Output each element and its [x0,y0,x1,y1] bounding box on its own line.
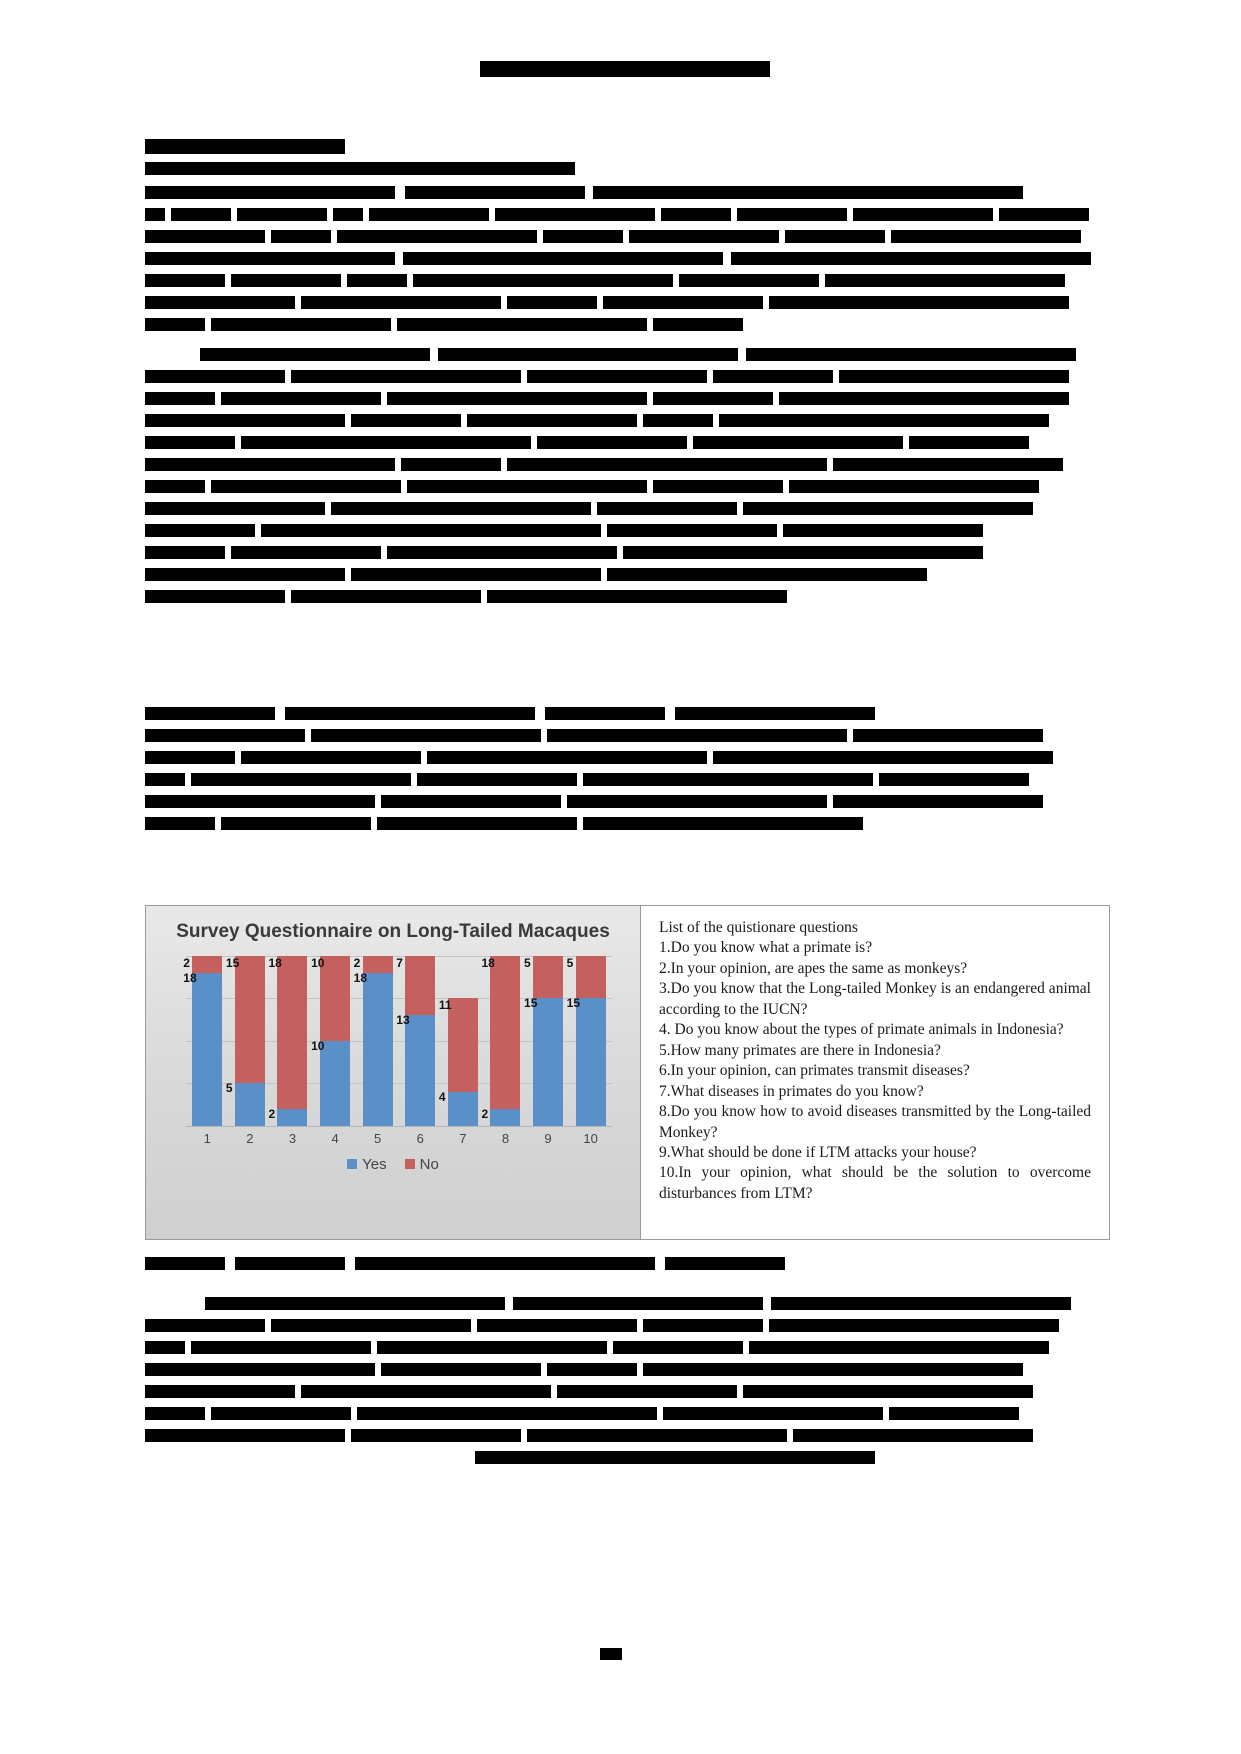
chart-segment-yes: 18 [363,973,393,1126]
chart-legend [156,1156,630,1173]
questionnaire-item: 8.Do you know how to avoid diseases transmitted by the Long-tailed Monkey? [659,1103,1091,1141]
legend-swatch-yes [347,1159,357,1169]
chart-bar-column [481,955,520,1126]
questionnaire-item: 2.In your opinion, are apes the same as monkeys? [659,959,968,977]
chart-segment-yes: 10 [320,1041,350,1126]
chart-segment-no: 18 [490,956,520,1109]
legend-item-no [405,1156,439,1173]
chart-segment-yes: 2 [277,1109,307,1126]
questionnaire-item: 7.What diseases in primates do you know? [659,1082,924,1100]
legend-swatch-no [405,1159,415,1169]
chart-segment-yes: 2 [490,1109,520,1126]
chart-segment-no: 2 [192,956,222,973]
chart-x-label: 8 [501,1130,510,1146]
questionnaire-item: 10.In your opinion, what should be the solution to overcome disturbances from LTM? [659,1164,1091,1202]
questionnaire-items [659,938,1091,1204]
chart-x-label: 6 [416,1130,424,1146]
chart-x-axis-labels [186,1131,612,1146]
paragraph-block-3 [145,700,1105,832]
chart-segment-no: 10 [320,956,350,1041]
legend-label-no: No [419,1155,439,1173]
chart-bars [183,955,612,1126]
figure-caption [145,1250,785,1272]
chart-segment-yes: 15 [533,998,563,1126]
paragraph-block-2 [145,341,1105,605]
chart-segment-yes: 4 [448,1092,478,1126]
questionnaire-item: 5.How many primates are there in Indonesia? [659,1041,941,1059]
chart-x-label: 7 [459,1130,467,1146]
section-survey [145,700,1105,832]
section-discussion [145,1290,1105,1466]
chart-bar-column [524,955,563,1126]
chart-title: Survey Questionnaire on Long-Tailed Macaques [176,921,610,942]
chart-segment-yes: 5 [235,1083,265,1126]
chart-bar-column [268,955,307,1126]
questionnaire-heading: List of the quistionare questions [659,919,858,936]
chart-x-label: 3 [288,1130,297,1146]
page-title [480,60,770,78]
page-number [600,1645,622,1663]
chart-x-label: 5 [374,1130,382,1146]
questionnaire-list [641,906,1109,1239]
chart-segment-no: 11 [448,998,478,1092]
chart-plot-area [183,955,612,1127]
section-heading-1 [145,135,1105,157]
chart-x-label: 1 [203,1130,211,1146]
chart-bar-column [438,956,478,1126]
legend-label-yes: Yes [362,1155,387,1173]
questionnaire-item: 9.What should be done if LTM attacks your house? [659,1143,977,1161]
chart-segment-yes: 15 [576,998,606,1126]
chart-bar-column [566,955,606,1126]
chart-segment-no: 7 [405,956,435,1016]
chart-segment-no: 5 [533,956,563,999]
chart-segment-no: 2 [363,956,393,973]
chart-bar-column [353,955,393,1126]
chart-bar-column [183,955,222,1126]
questionnaire-item: 4. Do you know about the types of primate animals in Indonesia? [659,1021,1064,1039]
chart-bar-column [311,955,350,1126]
chart-segment-no: 18 [277,956,307,1109]
paragraph-block-1 [145,157,1105,333]
legend-item-yes [347,1156,386,1173]
chart-bar-column [396,955,435,1126]
questionnaire-item: 3.Do you know that the Long-tailed Monkey is an endangered animal according to the IUCN? [659,980,1091,1018]
paragraph-block-4 [145,1290,1105,1466]
chart-segment-yes: 13 [405,1015,435,1126]
chart-x-label: 9 [544,1130,552,1146]
questionnaire-item: 6.In your opinion, can primates transmit diseases? [659,1062,970,1080]
chart-bar-column [225,955,265,1126]
chart-x-label: 2 [246,1130,254,1146]
chart-segment-no: 5 [576,956,606,999]
chart-segment-no: 15 [235,956,265,1084]
section-results [145,135,1105,605]
figure-survey [145,905,1110,1240]
chart-x-label: 4 [331,1130,339,1146]
questionnaire-item: 1.Do you know what a primate is? [659,939,873,957]
chart-segment-yes: 18 [192,973,222,1126]
chart-panel [146,906,641,1239]
chart-x-label: 10 [583,1130,598,1146]
